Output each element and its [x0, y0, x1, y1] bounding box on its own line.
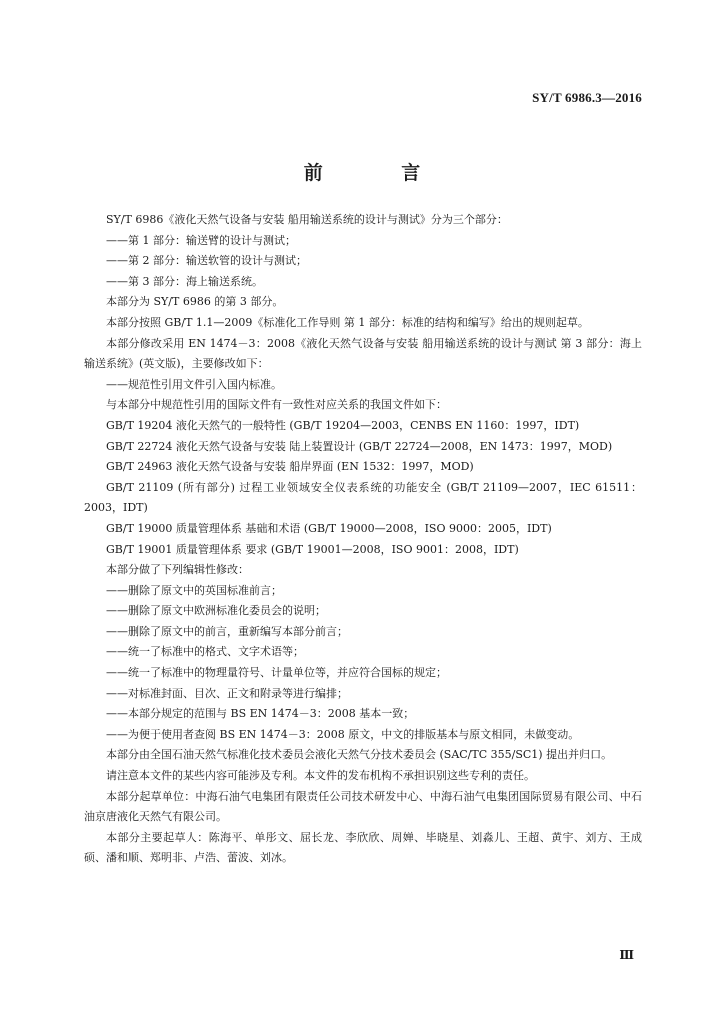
paragraph-drafters: 本部分主要起草人：陈海平、单彤文、屈长龙、李欣欣、周婵、毕晓星、刘淼儿、王超、黄宇、刘方、王成硕、潘和顺、郑明非、卢浩、蕾波、刘冰。 — [84, 830, 642, 865]
paragraph-part-statement: 本部分为 SY/T 6986 的第 3 部分。 — [106, 295, 284, 309]
paragraph-adoption: 本部分修改采用 EN 1474－3：2008《液化天然气设备与安装 船用输送系统的设计与测试 第 3 部分：海上输送系统》(英文版)，主要修改如下： — [84, 336, 642, 371]
paragraph-drafting-units: 本部分起草单位：中海石油气电集团有限责任公司技术研发中心、中海石油气电集团国际贸易有限公司、中石油京唐液化天然气有限公司。 — [84, 789, 642, 824]
list-item-edit1: ——删除了原文中的英国标准前言； — [106, 583, 282, 597]
list-item-edit5: ——统一了标准中的物理量符号、计量单位等，并应符合国标的规定； — [106, 666, 447, 680]
reference-gbt24963: GB/T 24963 液化天然气设备与安装 船岸界面 (EN 1532：1997，MOD) — [106, 460, 474, 474]
list-item-edit8: ——为便于使用者查阅 BS EN 1474－3：2008 原文，中文的排版基本与原文相同，未做变动。 — [106, 727, 580, 741]
reference-gbt19001: GB/T 19001 质量管理体系 要求 (GB/T 19001—2008，ISO 9001：2008，IDT) — [106, 542, 519, 556]
reference-gbt22724: GB/T 22724 液化天然气设备与安装 陆上装置设计 (GB/T 22724—2008，EN 1473：1997，MOD) — [106, 439, 613, 453]
reference-gbt19000: GB/T 19000 质量管理体系 基础和术语 (GB/T 19000—2008，ISO 9000：2005，IDT) — [106, 521, 552, 535]
list-item-edit3: ——删除了原文中的前言，重新编写本部分前言； — [106, 624, 348, 638]
standard-code: SY/T 6986.3—2016 — [532, 90, 642, 105]
reference-gbt19204: GB/T 19204 液化天然气的一般特性 (GB/T 19204—2003，CENBS EN 1160：1997，IDT) — [106, 418, 580, 432]
paragraph-patent-notice: 请注意本文件的某些内容可能涉及专利。本文件的发布机构不承担识别这些专利的责任。 — [106, 769, 535, 783]
paragraph-editorial-changes: 本部分做了下列编辑性修改： — [106, 563, 249, 577]
page-title: 前 言 — [303, 162, 457, 184]
list-item-edit2: ——删除了原文中欧洲标准化委员会的说明； — [106, 604, 326, 618]
list-item-part3: ——第 3 部分：海上输送系统。 — [106, 274, 263, 288]
paragraph-intro: SY/T 6986《液化天然气设备与安装 船用输送系统的设计与测试》分为三个部分： — [106, 213, 508, 226]
page-number: Ⅲ — [619, 948, 634, 962]
body-text — [84, 210, 642, 869]
list-item-part1: ——第 1 部分：输送臂的设计与测试； — [106, 233, 296, 247]
list-item-normative-refs: ——规范性引用文件引入国内标准。 — [106, 377, 282, 391]
paragraph-correspondence: 与本部分中规范性引用的国际文件有一致性对应关系的我国文件如下： — [106, 398, 447, 412]
list-item-edit6: ——对标准封面、目次、正文和附录等进行编排； — [106, 686, 348, 700]
paragraph-proposer: 本部分由全国石油天然气标准化技术委员会液化天然气分技术委员会 (SAC/TC 355/SC1) 提出并归口。 — [106, 748, 613, 762]
reference-gbt21109: GB/T 21109 (所有部分) 过程工业领域安全仪表系统的功能安全 (GB/T 21109—2007，IEC 61511：2003，IDT) — [84, 480, 642, 515]
list-item-edit4: ——统一了标准中的格式、文字术语等； — [106, 645, 304, 659]
paragraph-drafting-rule: 本部分按照 GB/T 1.1—2009《标准化工作导则 第 1 部分：标准的结构和编写》给出的规则起草。 — [106, 315, 589, 329]
list-item-edit7: ——本部分规定的范围与 BS EN 1474－3：2008 基本一致； — [106, 707, 415, 721]
list-item-part2: ——第 2 部分：输送软管的设计与测试； — [106, 254, 307, 268]
